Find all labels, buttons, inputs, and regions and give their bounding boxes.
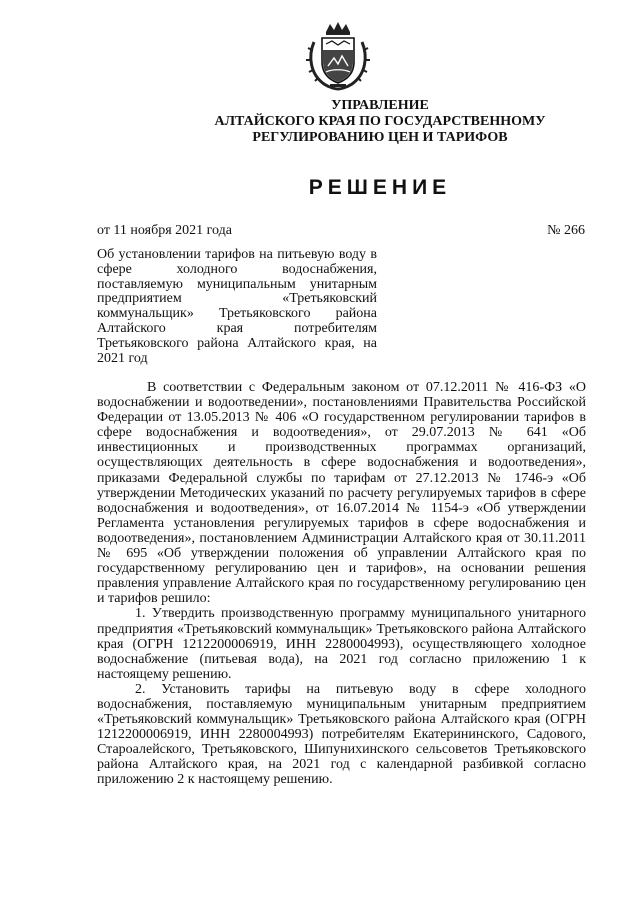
coat-of-arms-emblem	[304, 20, 372, 92]
document-number: № 266	[547, 223, 585, 238]
org-line-2: АЛТАЙСКОГО КРАЯ ПО ГОСУДАРСТВЕННОМУ	[214, 114, 546, 129]
document-subject: Об установлении тарифов на питьевую воду в сфере холодного водоснабжения, поставляемую муниципальным унитарным предприятием «Третьяковский коммунальщик» Третьяковского района Алтайского края потребителям Третьяковского района Алтайского края, на 2021 год	[97, 247, 377, 366]
document-body	[97, 380, 586, 788]
preamble-paragraph: В соответствии с Федеральным законом от 07.12.2011 № 416-ФЗ «О водоснабжении и водоотведении», постановлениями Правительства Российской Федерации от 13.05.2013 № 406 «О государственном регулировании тарифов в сфере водоснабжения и водоотведения», от 29.07.2013 № 641 «Об инвестиционных и производственных программах организаций, осуществляющих деятельность в сфере водоснабжения и водоотведения», приказами Федеральной службы по тарифам от 27.12.2013 № 1746-э «Об утверждении Методических указаний по расчету регулируемых тарифов в сфере водоснабжения и водоотведения», от 16.07.2014 № 1154-э «Об утверждении Регламента установления регулируемых тарифов в сфере водоснабжения и водоотведения», постановлением Администрации Алтайского края от 30.11.2011 № 695 «Об утверждении положения об управлении Алтайского края по государственному регулированию цен и тарифов», на основании решения правления управление Алтайского края по государственному регулированию цен и тарифов решило:	[97, 380, 586, 607]
item-2-paragraph: 2. Установить тарифы на питьевую воду в сфере холодного водоснабжения, поставляемую муниципальным унитарным предприятием «Третьяковский коммунальщик» Третьяковского района Алтайского края (ОГРН 1212200006919, ИНН 2280004993) потребителям Екатерининского, Садового, Староалейского, Третьяковского, Шипунихинского сельсоветов Третьяковского района Алтайского края, на 2021 год с календарной разбивкой согласно приложению 2 к настоящему решению.	[97, 681, 586, 788]
org-line-3: РЕГУЛИРОВАНИЮ ЦЕН И ТАРИФОВ	[252, 130, 508, 145]
document-type-title: РЕШЕНИЕ	[308, 176, 452, 199]
issuing-authority	[60, 98, 640, 146]
item-1-paragraph: 1. Утвердить производственную программу муниципального унитарного предприятия «Третьяковский коммунальщик» Третьяковского района Алтайского края (ОГРН 1212200006919, ИНН 2280004993), осуществляющего холодное водоснабжение (питьевая вода), на 2021 год согласно приложению 1 к настоящему решению.	[97, 606, 586, 682]
org-line-1: УПРАВЛЕНИЕ	[331, 98, 429, 113]
document-date: от 11 ноября 2021 года	[97, 223, 232, 238]
